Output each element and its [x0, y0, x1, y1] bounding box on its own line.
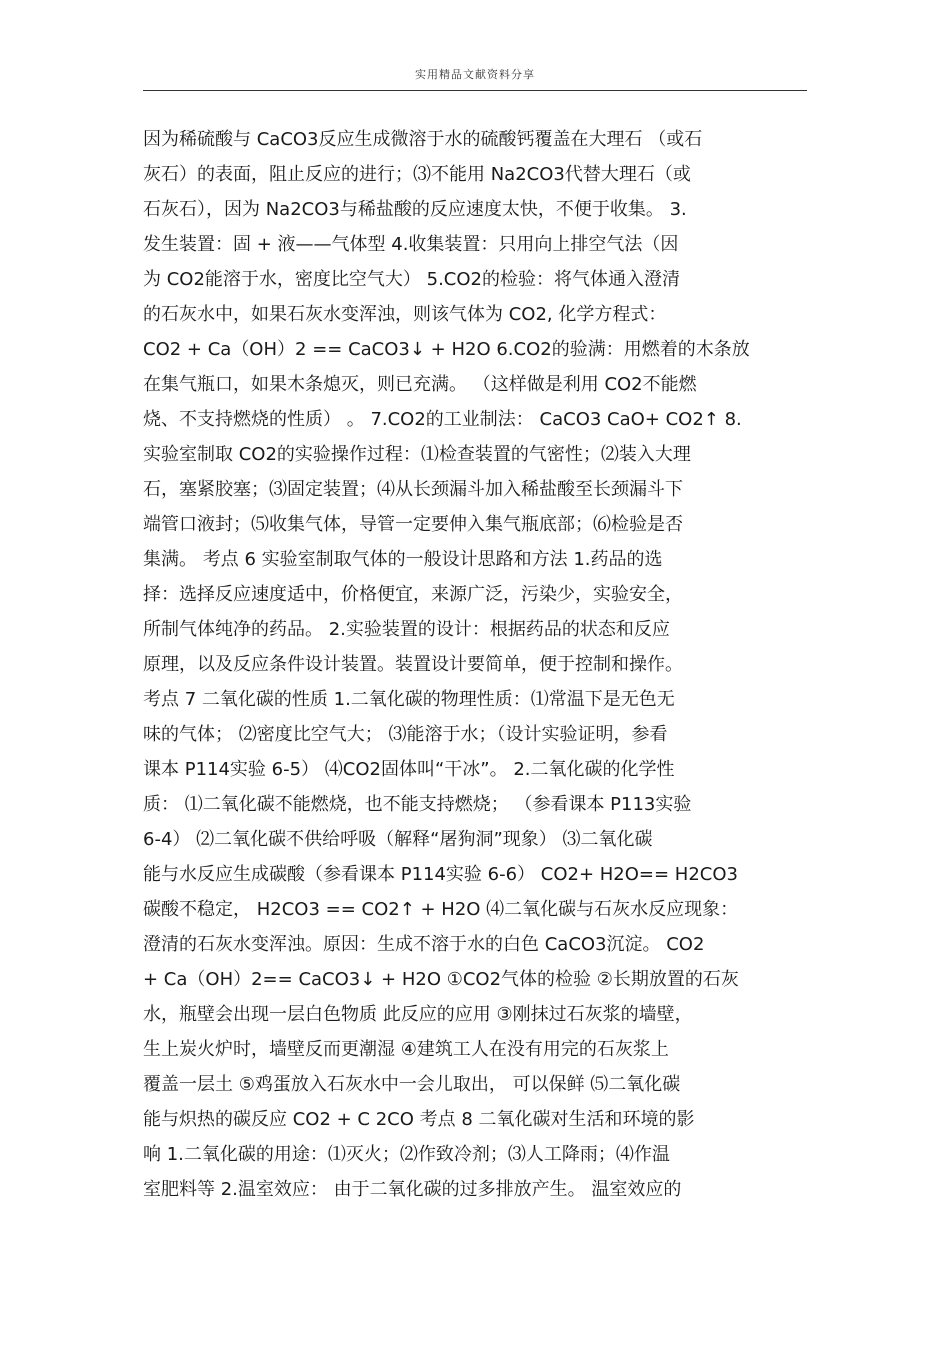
- text-line: 6-4） ⑵二氧化碳不供给呼吸（解释“屠狗洞”现象） ⑶二氧化碳: [143, 829, 653, 850]
- text-line: 考点 7 二氧化碳的性质 1.二氧化碳的物理性质：⑴常温下是无色无: [143, 689, 675, 710]
- text-line: 质： ⑴二氧化碳不能燃烧，也不能支持燃烧； （参看课本 P113实验: [143, 794, 692, 815]
- text-line: 择：选择反应速度适中，价格便宜，来源广泛，污染少，实验安全，: [143, 584, 683, 605]
- text-line: 室肥料等 2.温室效应： 由于二氧化碳的过多排放产生。 温室效应的: [143, 1179, 682, 1200]
- text-line: 灰石）的表面，阻止反应的进行；⑶不能用 Na2CO3代替大理石（或: [143, 164, 691, 185]
- text-line: 生上炭火炉时，墙壁反而更潮湿 ④建筑工人在没有用完的石灰浆上: [143, 1039, 669, 1060]
- text-line: CO2 + Ca（OH）2 == CaCO3↓ + H2O 6.CO2的验满：用燃着的木条放: [143, 339, 750, 360]
- text-line: 发生装置：固 + 液——气体型 4.收集装置：只用向上排空气法（因: [143, 234, 679, 255]
- text-line: 澄清的石灰水变浑浊。原因：生成不溶于水的白色 CaCO3沉淀。 CO2: [143, 934, 705, 955]
- text-line: 集满。 考点 6 实验室制取气体的一般设计思路和方法 1.药品的选: [143, 549, 663, 570]
- text-line: 碳酸不稳定， H2CO3 == CO2↑ + H2O ⑷二氧化碳与石灰水反应现象：: [143, 899, 739, 920]
- text-line: 覆盖一层土 ⑤鸡蛋放入石灰水中一会儿取出， 可以保鲜 ⑸二氧化碳: [143, 1074, 681, 1095]
- text-line: 端管口液封；⑸收集气体，导管一定要伸入集气瓶底部；⑹检验是否: [143, 514, 683, 535]
- text-line: 课本 P114实验 6-5） ⑷CO2固体叫“干冰”。 2.二氧化碳的化学性: [143, 759, 675, 780]
- text-line: 的石灰水中，如果石灰水变浑浊，则该气体为 CO2, 化学方程式：: [143, 304, 667, 325]
- text-line: 响 1.二氧化碳的用途：⑴灭火；⑵作致冷剂；⑶人工降雨；⑷作温: [143, 1144, 670, 1165]
- page-header: 实用精品文献资料分享: [415, 68, 535, 81]
- text-line: 味的气体； ⑵密度比空气大； ⑶能溶于水；（设计实验证明，参看: [143, 724, 668, 745]
- text-line: 水，瓶壁会出现一层白色物质 此反应的应用 ③刚抹过石灰浆的墙壁，: [143, 1004, 693, 1025]
- text-line: + Ca（OH）2== CaCO3↓ + H2O ①CO2气体的检验 ②长期放置的石灰: [143, 969, 739, 990]
- text-line: 所制气体纯净的药品。 2.实验装置的设计：根据药品的状态和反应: [143, 619, 670, 640]
- text-line: 能与炽热的碳反应 CO2 + C 2CO 考点 8 二氧化碳对生活和环境的影: [143, 1109, 695, 1130]
- header-divider: [143, 90, 807, 91]
- text-line: 实验室制取 CO2的实验操作过程：⑴检查装置的气密性；⑵装入大理: [143, 444, 691, 465]
- text-line: 原理，以及反应条件设计装置。装置设计要简单，便于控制和操作。: [143, 654, 683, 675]
- text-line: 在集气瓶口，如果木条熄灭，则已充满。 （这样做是利用 CO2不能燃: [143, 374, 697, 395]
- text-line: 石灰石），因为 Na2CO3与稀盐酸的反应速度太快，不便于收集。 3.: [143, 199, 687, 220]
- text-line: 为 CO2能溶于水，密度比空气大） 5.CO2的检验：将气体通入澄清: [143, 269, 680, 290]
- text-line: 因为稀硫酸与 CaCO3反应生成微溶于水的硫酸钙覆盖在大理石 （或石: [143, 129, 703, 150]
- text-line: 石，塞紧胶塞；⑶固定装置；⑷从长颈漏斗加入稀盐酸至长颈漏斗下: [143, 479, 683, 500]
- text-line: 烧、不支持燃烧的性质） 。 7.CO2的工业制法： CaCO3 CaO+ CO2↑ 8.: [143, 409, 742, 430]
- body-text: [143, 122, 827, 1207]
- text-line: 能与水反应生成碳酸（参看课本 P114实验 6-6） CO2+ H2O== H2CO3: [143, 864, 738, 885]
